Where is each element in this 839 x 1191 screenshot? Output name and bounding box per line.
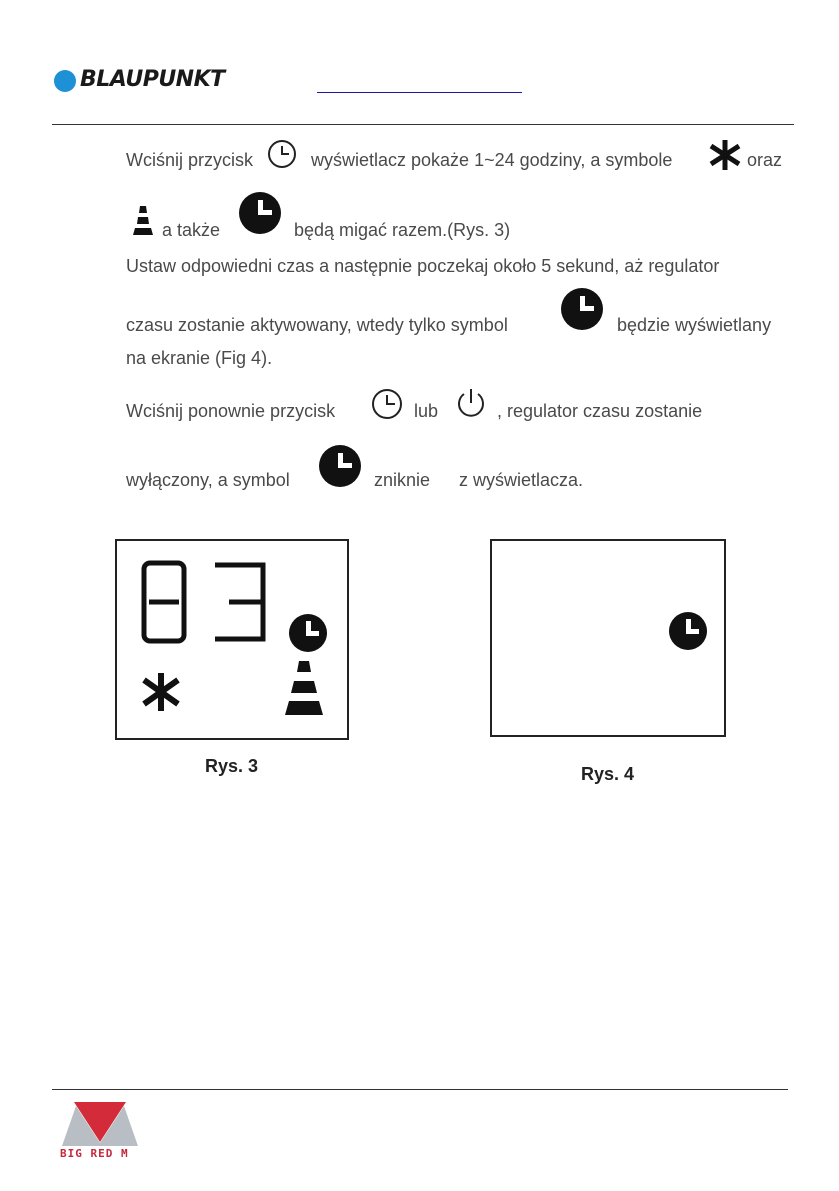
company-logo-text: BIG RED M bbox=[60, 1147, 129, 1160]
figure-4-caption: Rys. 4 bbox=[581, 764, 635, 784]
text-line6-b: lub bbox=[414, 401, 439, 421]
timer-filled-icon bbox=[238, 191, 282, 235]
timer-filled-icon bbox=[669, 612, 707, 650]
text-line6-a: Wciśnij ponownie przycisk bbox=[126, 401, 336, 421]
text-line7-c: z wyświetlacza. bbox=[459, 470, 584, 490]
header-link-underline bbox=[317, 92, 522, 93]
text-line4-b: będzie wyświetlany bbox=[617, 315, 772, 335]
brand-logo-dot bbox=[54, 70, 76, 92]
text-line1-b: wyświetlacz pokaże 1~24 godziny, a symbole bbox=[311, 150, 673, 170]
text-line7-b: zniknie bbox=[374, 470, 431, 490]
fan-speed-icon bbox=[285, 661, 323, 715]
text-line4-a: czasu zostanie aktywowany, wtedy tylko symbol bbox=[126, 315, 508, 335]
timer-outline-icon bbox=[266, 138, 298, 170]
timer-filled-icon bbox=[289, 614, 327, 652]
fan-speed-icon bbox=[131, 204, 155, 236]
snowflake-icon bbox=[144, 673, 178, 711]
lcd-readout bbox=[117, 541, 347, 738]
text-line1-a: Wciśnij przycisk bbox=[126, 150, 254, 170]
text-line3: Ustaw odpowiedni czas a następnie poczekaj około 5 sekund, aż regulator bbox=[126, 256, 720, 276]
text-line6-c: , regulator czasu zostanie bbox=[497, 401, 703, 421]
company-logo bbox=[62, 1102, 138, 1146]
timer-filled-icon bbox=[560, 287, 604, 331]
brand-logo: BLAUPUNKT bbox=[80, 67, 225, 92]
footer-divider bbox=[52, 1089, 788, 1090]
lcd-digit-0 bbox=[144, 563, 184, 641]
snowflake-icon bbox=[706, 138, 744, 172]
text-line2-a: a także bbox=[162, 220, 221, 240]
power-icon bbox=[454, 386, 488, 420]
figure-3-display bbox=[115, 539, 349, 740]
text-line2-b: będą migać razem.(Rys. 3) bbox=[294, 220, 511, 240]
text-line5: na ekranie (Fig 4). bbox=[126, 348, 273, 368]
lcd-digit-3 bbox=[215, 565, 263, 639]
text-line7-a: wyłączony, a symbol bbox=[126, 470, 290, 490]
header-divider bbox=[52, 124, 794, 125]
lcd-readout bbox=[492, 541, 724, 735]
timer-filled-icon bbox=[318, 444, 362, 488]
figure-3-caption: Rys. 3 bbox=[205, 756, 259, 776]
figure-4-display bbox=[490, 539, 726, 737]
text-line1-c: oraz bbox=[747, 150, 783, 170]
timer-outline-icon bbox=[370, 387, 404, 421]
